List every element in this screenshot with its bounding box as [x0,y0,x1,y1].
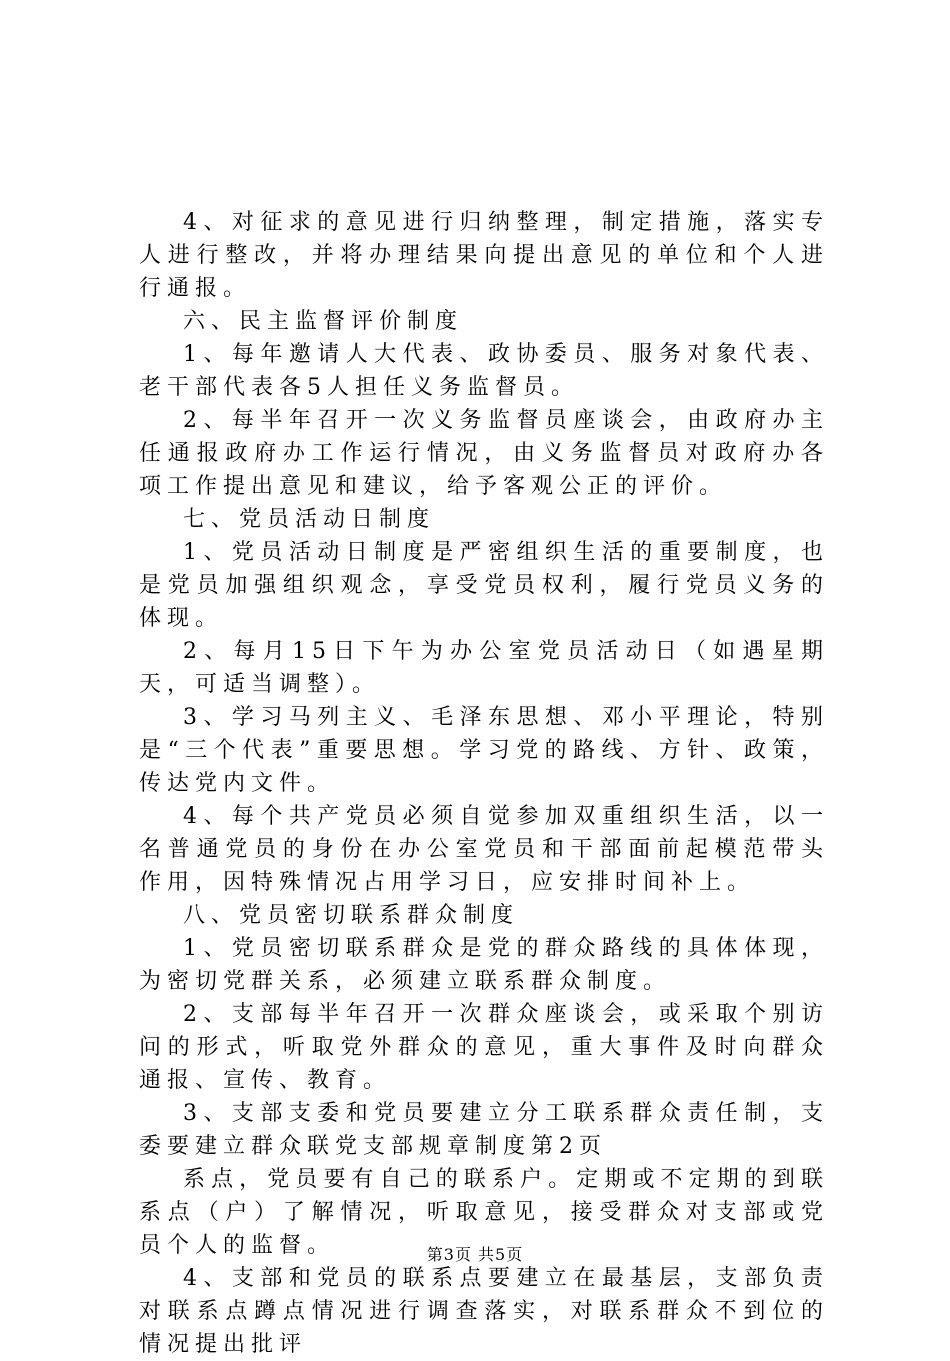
paragraph-item-4: 4、对征求的意见进行归纳整理，制定措施，落实专人进行整改，并将办理结果向提出意见的单位和个人进行通报。 [139,210,829,301]
paragraph-item-1: 1、每年邀请人大代表、政协委员、服务对象代表、老干部代表各5人担任义务监督员。 [139,342,829,400]
paragraph-item-1: 1、党员密切联系群众是党的群众路线的具体体现，为密切党群关系，必须建立联系群众制度。 [139,936,829,994]
page-number-footer: 第3页 共5页 [426,1245,524,1264]
paragraph-continuation: 系点，党员要有自己的联系户。定期或不定期的到联系点（户）了解情况，听取意见，接受群众对支部或党员个人的监督。 [139,1167,829,1258]
document-body [139,206,829,1361]
paragraph-item-2: 2、每半年召开一次义务监督员座谈会，由政府办主任通报政府办工作运行情况，由义务监督员对政府办各项工作提出意见和建议，给予客观公正的评价。 [139,408,829,499]
section-heading-7: 七、党员活动日制度 [183,507,436,532]
section-heading-6: 六、民主监督评价制度 [183,309,464,334]
paragraph-item-2: 2、每月15日下午为办公室党员活动日（如遇星期天，可适当调整）。 [139,639,829,697]
paragraph-item-4: 4、支部和党员的联系点要建立在最基层，支部负责对联系点蹲点情况进行调查落实，对联系群众不到位的情况提出批评 [139,1266,829,1357]
paragraph-item-2: 2、支部每半年召开一次群众座谈会，或采取个别访问的形式，听取党外群众的意见，重大事件及时向群众通报、宣传、教育。 [139,1002,829,1093]
paragraph-item-3: 3、学习马列主义、毛泽东思想、邓小平理论，特别是“三个代表”重要思想。学习党的路线、方针、政策，传达党内文件。 [139,705,829,796]
section-heading-8: 八、党员密切联系群众制度 [183,903,520,928]
paragraph-item-1: 1、党员活动日制度是严密组织生活的重要制度，也是党员加强组织观念，享受党员权利，履行党员义务的体现。 [139,540,829,631]
paragraph-item-4: 4、每个共产党员必须自觉参加双重组织生活，以一名普通党员的身份在办公室党员和干部面前起模范带头作用，因特殊情况占用学习日，应安排时间补上。 [139,804,829,895]
paragraph-item-3: 3、支部支委和党员要建立分工联系群众责任制，支委要建立群众联党支部规章制度第2页 [139,1101,829,1159]
